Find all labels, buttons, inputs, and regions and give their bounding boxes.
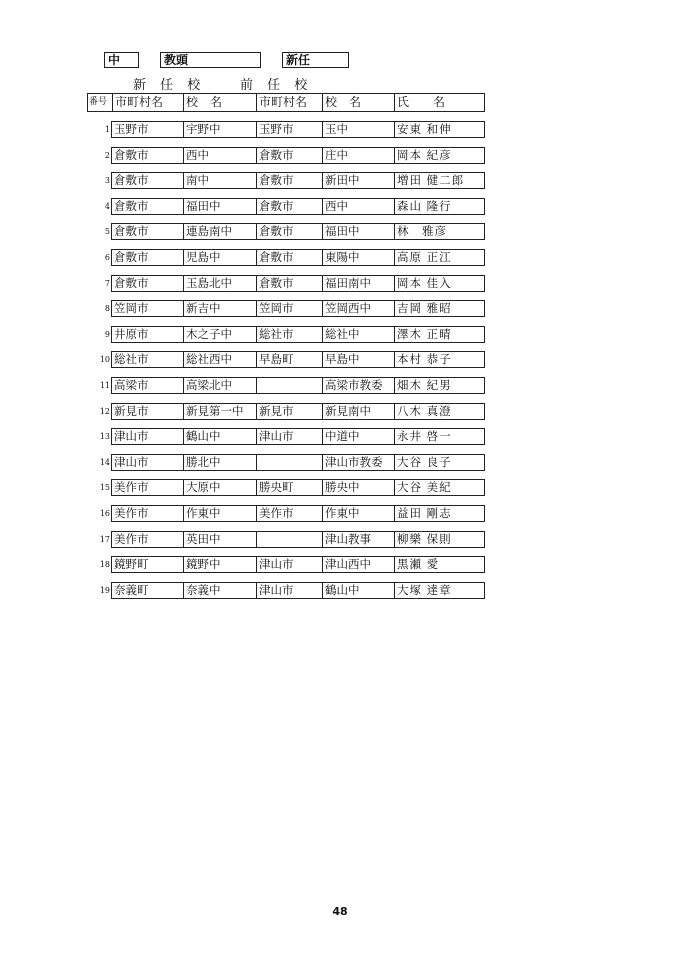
cell-number: 5 [104,227,110,237]
cell-city-new: 倉敷市 [114,249,149,264]
cell-school-prev: 庄中 [322,148,394,163]
cell-school-prev: 西中 [322,199,394,214]
table-header [87,93,485,112]
row-cells [111,121,485,138]
row-cells [111,377,485,394]
cell-school-prev: 作東中 [322,506,394,521]
cell-number: 15 [99,483,110,493]
cell-city-prev: 津山市 [256,583,322,598]
cell-number: 17 [99,534,110,544]
cell-school-prev: 津山教事 [322,532,394,547]
cell-city-prev: 倉敷市 [256,199,322,214]
cell-school-prev: 玉中 [322,122,394,137]
cell-number: 4 [104,201,110,211]
cell-school-prev: 勝央中 [322,480,394,495]
cell-school-prev: 津山西中 [322,557,394,572]
cell-name: 畑木 紀男 [394,378,484,393]
cell-name: 柳樂 保則 [394,532,484,547]
table-row [87,479,485,496]
row-cells [111,454,485,471]
row-cells [111,531,485,548]
cell-name: 安東 和伸 [394,122,484,137]
cell-number: 7 [104,278,110,288]
cell-city-prev: 笠岡市 [256,301,322,316]
cell-name: 大谷 美紀 [394,480,484,495]
cell-school-prev: 福田南中 [322,276,394,291]
cell-school-new: 高梁北中 [183,378,256,393]
cell-city-new: 玉野市 [114,122,149,136]
cell-school-new: 新吉中 [183,301,256,316]
cell-name: 益田 剛志 [394,506,484,521]
cell-city-new: 津山市 [114,429,149,444]
cell-number: 3 [104,176,110,186]
table-row [87,505,485,522]
cell-city-new: 美作市 [114,480,149,495]
cell-name: 吉岡 雅昭 [394,301,484,316]
cell-name: 岡本 紀彦 [394,148,484,163]
cell-school-new: 大原中 [183,480,256,495]
table-row [87,428,485,445]
cell-school-new: 総社西中 [183,352,256,367]
table-row [87,556,485,573]
row-cells [111,403,485,420]
row-cells [111,223,485,240]
cell-number: 9 [104,329,110,339]
row-cells [111,479,485,496]
cell-school-new: 西中 [183,148,256,163]
cell-city-prev: 倉敷市 [256,173,322,188]
cell-school-new: 連島南中 [183,224,256,239]
position-label: 教頭 [160,52,261,68]
cell-name: 澤木 正晴 [394,327,484,342]
cell-name: 林 雅彦 [394,224,484,239]
table-row [87,326,485,343]
table-row [87,377,485,394]
cell-city-prev [256,532,322,547]
cell-city-new: 倉敷市 [114,275,149,290]
cell-name: 黒瀬 愛 [394,557,484,572]
cell-city-new: 笠岡市 [114,301,149,316]
cell-city-new: 新見市 [114,403,149,418]
row-cells [111,300,485,317]
cell-city-prev: 倉敷市 [256,276,322,291]
cell-city-new: 美作市 [114,505,149,520]
cell-school-new: 玉島北中 [183,276,256,291]
cell-name: 八木 真澄 [394,404,484,419]
cell-number: 13 [99,432,110,442]
cell-school-prev: 福田中 [322,224,394,239]
cell-name: 岡本 佳入 [394,276,484,291]
status-label: 新任 [282,52,349,68]
header-city-new: 市町村名 [112,94,183,111]
cell-school-prev: 高梁市教委 [322,378,394,393]
row-cells [111,582,485,599]
cell-name: 増田 健二郎 [394,173,484,188]
header-school-new: 校 名 [183,94,256,111]
cell-number: 1 [104,125,110,134]
cell-school-new: 作東中 [183,506,256,521]
table-row [87,198,485,215]
cell-city-prev: 倉敷市 [256,250,322,265]
table-row [87,351,485,368]
cell-name: 大谷 良子 [394,455,484,470]
row-cells [111,147,485,164]
cell-school-prev: 新見南中 [322,404,394,419]
cell-school-prev: 中道中 [322,429,394,444]
cell-city-prev: 新見市 [256,404,322,419]
cell-school-new: 木之子中 [183,327,256,342]
row-cells [111,172,485,189]
table-row [87,531,485,548]
row-cells [111,275,485,292]
table-row [87,121,485,138]
cell-city-new: 井原市 [114,326,149,341]
row-cells [111,428,485,445]
cell-city-new: 倉敷市 [114,173,149,188]
cell-school-prev: 早島中 [322,352,394,367]
cell-number: 8 [104,304,110,314]
cell-school-new: 宇野中 [183,122,256,137]
row-cells [111,326,485,343]
cell-city-new: 倉敷市 [114,147,149,162]
new-school-group-title: 新 任 校 [133,78,206,93]
table-row [87,582,485,599]
table-row [87,300,485,317]
table-row [87,275,485,292]
cell-number: 14 [99,457,110,467]
cell-number: 19 [99,585,110,595]
cell-school-new: 福田中 [183,199,256,214]
cell-school-prev: 総社中 [322,327,394,342]
cell-name: 本村 恭子 [394,352,484,367]
cell-city-new: 倉敷市 [114,198,149,213]
cell-city-prev: 美作市 [256,506,322,521]
header-city-prev: 市町村名 [256,94,322,111]
cell-city-prev: 早島町 [256,352,322,367]
row-cells [111,249,485,266]
cell-city-new: 高梁市 [114,377,149,392]
cell-school-new: 児島中 [183,250,256,265]
table-body [87,121,485,607]
header-number: 番号 [89,97,108,107]
cell-school-prev: 東陽中 [322,250,394,265]
cell-school-new: 勝北中 [183,455,256,470]
cell-school-new: 奈義中 [183,583,256,598]
table-row [87,223,485,240]
row-cells [111,505,485,522]
row-cells [111,198,485,215]
cell-number: 12 [99,406,110,416]
cell-school-prev: 津山市教委 [322,455,394,470]
cell-number: 10 [99,355,110,365]
cell-city-prev: 総社市 [256,327,322,342]
cell-city-prev: 倉敷市 [256,224,322,239]
cell-city-new: 鏡野町 [114,557,149,572]
cell-school-new: 鏡野中 [183,557,256,572]
cell-school-new: 新見第一中 [183,404,256,419]
cell-city-prev: 倉敷市 [256,148,322,163]
cell-city-new: 美作市 [114,531,149,546]
cell-city-prev: 津山市 [256,557,322,572]
table-row [87,249,485,266]
cell-city-new: 津山市 [114,454,149,469]
table-row [87,147,485,164]
cell-number: 2 [104,150,110,160]
cell-city-prev [256,378,322,393]
page-number: 48 [332,905,348,918]
cell-number: 18 [99,560,110,570]
cell-city-prev: 玉野市 [256,122,322,137]
cell-city-prev: 津山市 [256,429,322,444]
previous-school-group-title: 前 任 校 [240,78,313,93]
cell-number: 6 [104,252,110,262]
cell-name: 永井 啓一 [394,429,484,444]
cell-school-new: 鶴山中 [183,429,256,444]
cell-name: 高原 正江 [394,250,484,265]
cell-city-new: 奈義町 [114,582,149,597]
cell-city-new: 総社市 [114,352,149,367]
header-school-prev: 校 名 [322,94,394,111]
cell-number: 16 [99,508,110,518]
cell-number: 11 [99,380,110,390]
table-row [87,403,485,420]
cell-school-prev: 新田中 [322,173,394,188]
cell-name: 大塚 達章 [394,583,484,598]
cell-city-new: 倉敷市 [114,224,149,239]
cell-school-prev: 鶴山中 [322,583,394,598]
cell-city-prev: 勝央町 [256,480,322,495]
cell-school-prev: 笠岡西中 [322,301,394,316]
cell-school-new: 英田中 [183,532,256,547]
cell-city-prev [256,455,322,470]
school-level-label: 中 [104,52,139,68]
row-cells [111,351,485,368]
cell-name: 森山 隆行 [394,199,484,214]
row-cells [111,556,485,573]
header-name: 氏 名 [394,94,484,111]
table-row [87,454,485,471]
cell-school-new: 南中 [183,173,256,188]
table-row [87,172,485,189]
